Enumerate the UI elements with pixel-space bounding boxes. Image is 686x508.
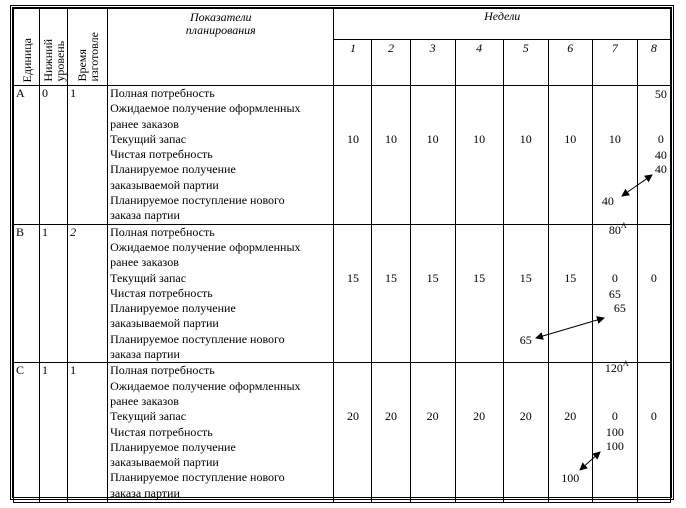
low-level-cell: 1 <box>40 224 68 363</box>
stock-value: 0 <box>657 132 664 146</box>
week-cell <box>372 224 410 363</box>
stock-value: 10 <box>426 132 439 146</box>
gross-requirement-value: $120^A$ <box>604 359 629 376</box>
net-requirement-value: 100 <box>605 425 624 440</box>
week-cell <box>372 363 410 503</box>
week-cell <box>637 86 670 225</box>
net-requirement-value: 40 <box>654 148 667 162</box>
stock-value: 10 <box>473 132 486 146</box>
stock-value: 20 <box>564 409 577 424</box>
unit-cell: A <box>14 86 40 225</box>
week-number: 8 <box>637 40 670 86</box>
stock-value: 15 <box>346 270 359 285</box>
unit-cell: B <box>14 224 40 363</box>
week-number: 3 <box>410 40 455 86</box>
week-cell <box>548 224 592 363</box>
stock-value: 10 <box>519 132 532 146</box>
week-cell <box>372 86 410 225</box>
week-cell <box>455 363 503 503</box>
header-row <box>14 9 671 40</box>
stock-value: 15 <box>519 270 532 285</box>
stock-value: 0 <box>611 409 618 424</box>
planned-receipt-value: 100 <box>605 439 624 454</box>
stock-value: 0 <box>650 409 657 424</box>
week-number: 6 <box>548 40 592 86</box>
stock-value: 0 <box>650 270 657 285</box>
stock-value: 10 <box>608 132 621 146</box>
week-cell <box>592 86 637 225</box>
week-cell <box>637 363 670 503</box>
planned-order-value: 100 <box>561 471 580 486</box>
week-cell <box>503 363 548 503</box>
gross-requirement-value: $80^A$ <box>608 220 627 237</box>
stock-value: 20 <box>346 409 359 424</box>
planned-receipt-value: 40 <box>654 162 667 176</box>
week-cell <box>410 363 455 503</box>
week-cell <box>503 224 548 363</box>
lead-time-cell: 1 <box>68 363 108 503</box>
week-cell <box>455 224 503 363</box>
week-cell <box>592 359 637 503</box>
week-cell <box>334 363 372 503</box>
week-number: 5 <box>503 40 548 86</box>
week-cell <box>503 86 548 225</box>
week-cell <box>410 224 455 363</box>
stock-value: 0 <box>611 270 618 285</box>
stock-value: 10 <box>346 132 359 146</box>
table-row-c <box>14 363 671 503</box>
stock-value: 20 <box>385 409 397 424</box>
week-cell <box>410 86 455 225</box>
header-indicators: Показатели планирования <box>108 9 334 86</box>
stock-value: 10 <box>385 132 397 146</box>
low-level-cell: 1 <box>40 363 68 503</box>
week-cell <box>548 363 592 503</box>
header-low-level: Нижний уровень <box>40 9 68 86</box>
lead-time-cell: 2 <box>68 224 108 363</box>
stock-value: 10 <box>564 132 577 146</box>
net-requirement-value: 65 <box>608 286 621 301</box>
week-number: 4 <box>455 40 503 86</box>
week-cell <box>334 224 372 363</box>
lead-time-cell: 1 <box>68 86 108 225</box>
stock-value: 15 <box>385 270 397 285</box>
stock-value: 15 <box>426 270 439 285</box>
stock-value: 15 <box>473 270 486 285</box>
table-row-a <box>14 86 671 225</box>
planned-order-value: 65 <box>519 332 532 347</box>
indicator-labels: Полная потребность Ожидаемое получение оформленных ранее заказов Текущий запас Чистая потребность Планируемое получение заказываемой партии Планируемое поступление нового заказа партии <box>108 363 334 503</box>
week-number: 7 <box>592 40 637 86</box>
table-row-b <box>14 224 671 363</box>
planned-receipt-value: 65 <box>613 300 626 315</box>
week-cell <box>334 86 372 225</box>
low-level-cell: 0 <box>40 86 68 225</box>
stock-value: 20 <box>473 409 486 424</box>
stock-value: 20 <box>519 409 532 424</box>
week-cell <box>455 86 503 225</box>
week-cell <box>637 224 670 363</box>
stock-value: 15 <box>564 270 577 285</box>
header-weeks: Недели <box>334 9 671 40</box>
indicator-labels: Полная потребность Ожидаемое получение оформленных ранее заказов Текущий запас Чистая потребность Планируемое получение заказываемой партии Планируемое поступление нового заказа партии <box>108 224 334 363</box>
week-number: 2 <box>372 40 410 86</box>
header-unit: Единица <box>14 9 40 86</box>
mrp-table <box>13 8 671 503</box>
week-cell <box>592 220 637 363</box>
gross-requirement-value: 50 <box>654 87 667 101</box>
stock-value: 20 <box>426 409 439 424</box>
planned-order-value: 40 <box>601 194 614 208</box>
week-number: 1 <box>334 40 372 86</box>
indicator-labels: Полная потребность Ожидаемое получение оформленных ранее заказов Текущий запас Чистая потребность Планируемое получение заказываемой партии Планируемое поступление нового заказа партии <box>108 86 334 225</box>
unit-cell: C <box>14 363 40 503</box>
header-lead-time: Время изготовле <box>68 9 108 86</box>
